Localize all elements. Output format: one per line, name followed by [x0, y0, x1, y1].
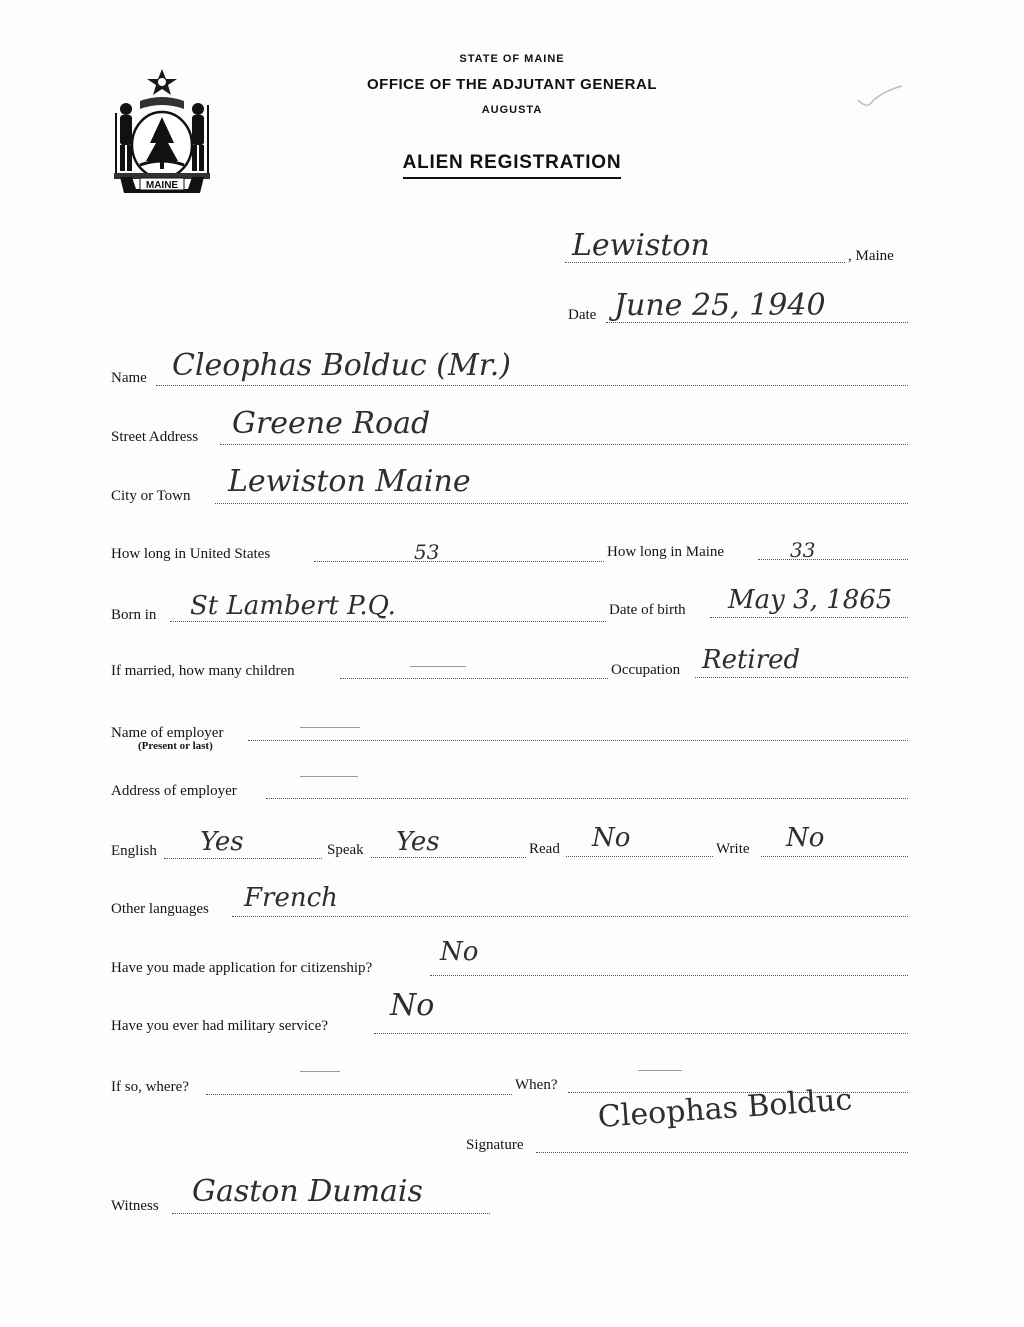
- street-value[interactable]: Greene Road: [232, 406, 431, 441]
- employer-label: Name of employer: [111, 725, 224, 741]
- speak-label: Speak: [327, 842, 364, 858]
- where-blank-dash: [300, 1071, 340, 1072]
- signature-value[interactable]: Cleophas Bolduc: [596, 1082, 854, 1135]
- years-us-value[interactable]: 53: [414, 540, 440, 564]
- born-in-label: Born in: [111, 607, 157, 623]
- military-value[interactable]: No: [390, 988, 435, 1023]
- born-in-value[interactable]: St Lambert P.Q.: [190, 591, 396, 621]
- speak-value[interactable]: Yes: [396, 827, 440, 857]
- employer-blank-dash: [300, 727, 360, 728]
- occupation-value[interactable]: Retired: [702, 645, 801, 675]
- write-value[interactable]: No: [786, 823, 825, 853]
- date-value[interactable]: June 25, 1940: [614, 288, 826, 323]
- form-title: ALIEN REGISTRATION: [403, 152, 622, 179]
- signature-label: Signature: [466, 1137, 524, 1153]
- when-blank-dash: [638, 1070, 682, 1071]
- english-label: English: [111, 843, 157, 859]
- children-label: If married, how many children: [111, 663, 295, 679]
- place-suffix-label: , Maine: [848, 248, 894, 264]
- where-label: If so, where?: [111, 1079, 189, 1095]
- how-long-us-label: How long in United States: [111, 546, 271, 562]
- seal-banner-text: MAINE: [145, 180, 179, 191]
- city-value[interactable]: Lewiston Maine: [228, 464, 471, 499]
- occupation-label: Occupation: [611, 662, 681, 678]
- write-label: Write: [716, 841, 750, 857]
- employer-address-label: Address of employer: [111, 783, 237, 799]
- english-value[interactable]: Yes: [200, 827, 244, 857]
- read-label: Read: [529, 841, 560, 857]
- dob-value[interactable]: May 3, 1865: [728, 585, 893, 615]
- place-value[interactable]: Lewiston: [572, 228, 710, 263]
- street-label: Street Address: [111, 429, 199, 445]
- years-maine-value[interactable]: 33: [790, 538, 816, 562]
- military-label: Have you ever had military service?: [111, 1018, 328, 1034]
- other-languages-value[interactable]: French: [244, 883, 338, 913]
- name-value[interactable]: Cleophas Bolduc (Mr.): [172, 348, 511, 383]
- city-label: City or Town: [111, 488, 191, 504]
- city-heading: AUGUSTA: [481, 104, 543, 116]
- citizenship-label: Have you made application for citizenship?: [111, 960, 373, 976]
- how-long-maine-label: How long in Maine: [607, 544, 725, 560]
- children-blank-dash: [410, 666, 466, 667]
- employer-address-blank-dash: [300, 776, 358, 777]
- date-label: Date: [568, 307, 597, 323]
- witness-label: Witness: [111, 1198, 159, 1214]
- read-value[interactable]: No: [592, 823, 631, 853]
- when-label: When?: [515, 1077, 558, 1093]
- state-heading: STATE OF MAINE: [459, 53, 565, 65]
- employer-sublabel: (Present or last): [138, 740, 213, 752]
- witness-value[interactable]: Gaston Dumais: [192, 1174, 423, 1209]
- name-label: Name: [111, 370, 147, 386]
- other-languages-label: Other languages: [111, 901, 209, 917]
- office-heading: OFFICE OF THE ADJUTANT GENERAL: [367, 76, 657, 93]
- dob-label: Date of birth: [609, 602, 686, 618]
- citizenship-value[interactable]: No: [440, 937, 479, 967]
